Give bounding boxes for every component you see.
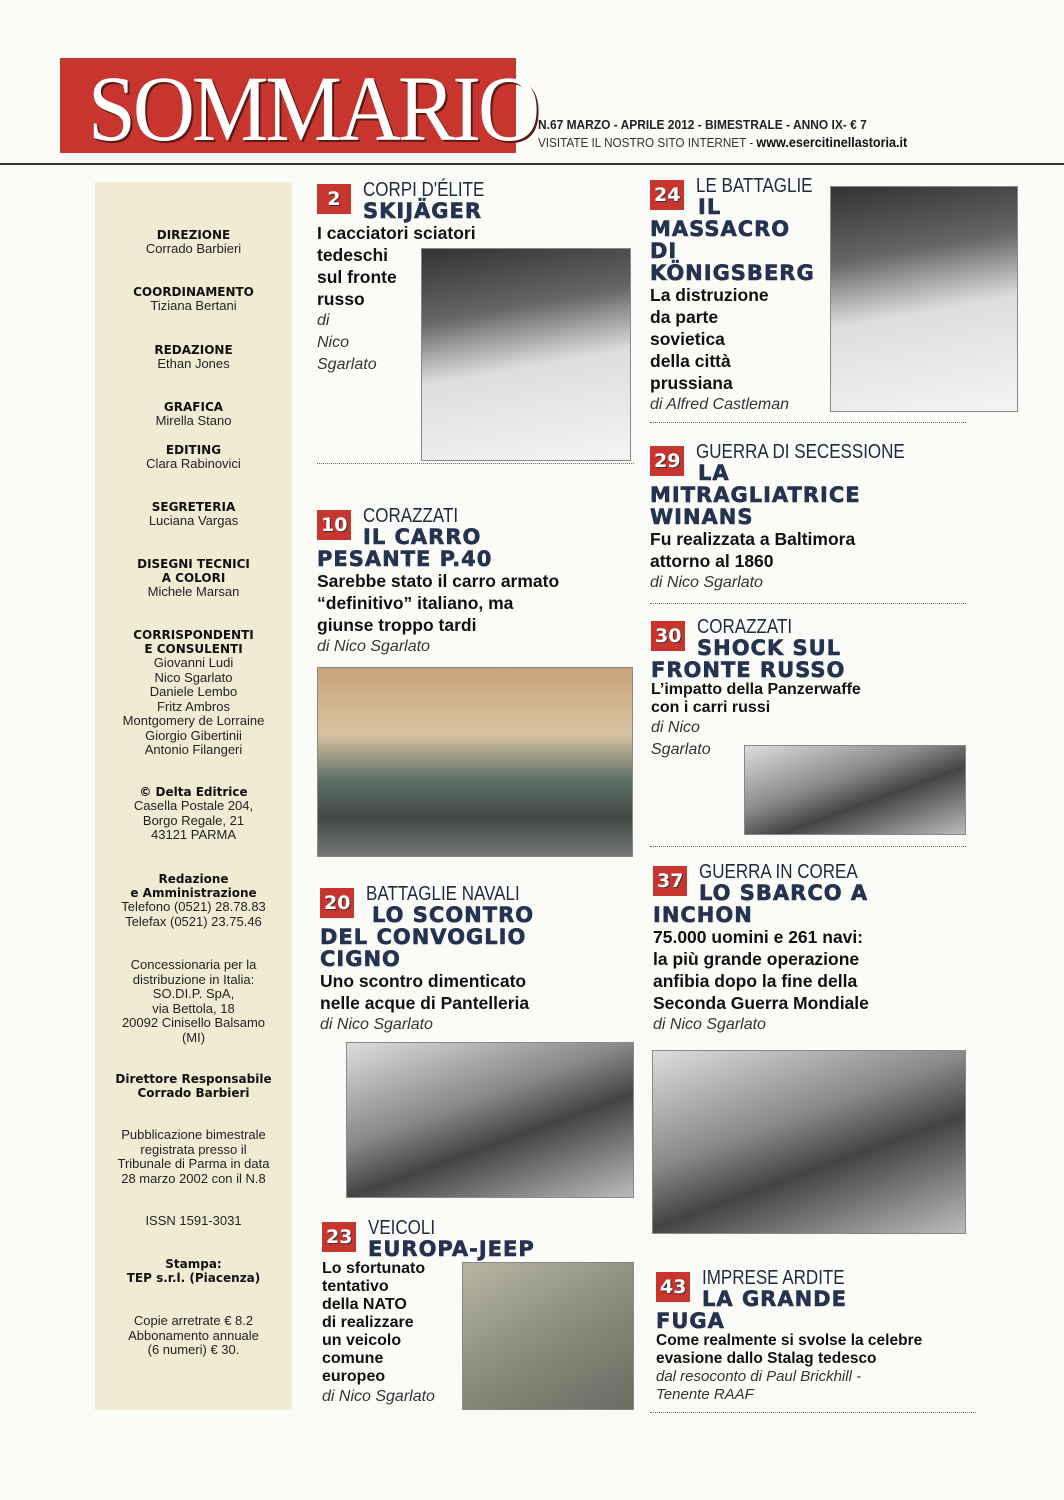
article-byline: di Nico Sgarlato <box>650 574 763 591</box>
header-rule <box>0 163 1064 165</box>
article-category: CORAZZATI <box>363 505 459 527</box>
article-title: LO SBARCO A INCHON <box>653 881 869 927</box>
article-title: SHOCK SUL FRONTE RUSSO <box>651 636 846 682</box>
article-grande-fuga[interactable] <box>656 1268 986 1404</box>
article-subtitle: Lo sfortunato tentativo della NATO di realizzare un veicolo comune europeo <box>322 1260 426 1385</box>
article-category: LE BATTAGLIE <box>696 175 813 197</box>
page-title: SOMMARIO <box>88 56 538 161</box>
staff-editing <box>95 443 292 472</box>
article-category: GUERRA DI SECESSIONE <box>696 441 905 463</box>
staff-segreteria <box>95 500 292 529</box>
page-number: 30 <box>651 621 685 651</box>
staff-names: Clara Rabinovici <box>146 456 241 471</box>
article-byline: di Nico Sgarlato <box>317 312 377 373</box>
page-number: 20 <box>320 888 354 918</box>
article-category: GUERRA IN COREA <box>699 861 858 883</box>
article-category: VEICOLI <box>368 1217 436 1239</box>
article-subtitle: I cacciatori sciatori tedeschi sul fronte russo <box>317 223 476 309</box>
page-number: 29 <box>650 446 684 476</box>
director-text: Direttore Responsabile Corrado Barbieri <box>115 1072 272 1100</box>
page-number: 10 <box>317 510 351 540</box>
staff-grafica <box>95 400 292 429</box>
staff-names: Mirella Stano <box>155 413 232 428</box>
issn: ISSN 1591-3031 <box>145 1213 242 1228</box>
website-line <box>538 134 907 150</box>
publisher-address: Casella Postale 204, Borgo Regale, 21 43121 PARMA <box>133 798 254 842</box>
page-number: 43 <box>656 1272 690 1302</box>
article-category: BATTAGLIE NAVALI <box>366 883 520 905</box>
article-winans[interactable] <box>650 442 970 594</box>
staff-direzione <box>95 228 292 257</box>
page-number: 37 <box>653 866 687 896</box>
issue-info: N.67 MARZO - APRILE 2012 - BIMESTRALE - ANNO IX- € 7 <box>538 117 867 132</box>
article-byline: di Nico Sgarlato <box>651 719 711 758</box>
article-byline: di Nico Sgarlato <box>317 638 430 655</box>
photo-konigsberg <box>830 186 1018 412</box>
staff-corrispondenti <box>95 628 292 758</box>
staff-role: GRAFICA <box>163 400 224 414</box>
article-title: IL MASSACRO DI KÖNIGSBERG <box>650 195 815 285</box>
article-title: LA GRANDE FUGA <box>656 1287 847 1333</box>
article-subtitle: La distruzione da parte sovietica della città prussiana <box>650 285 769 393</box>
website-prefix: VISITATE IL NOSTRO SITO INTERNET - <box>538 135 757 150</box>
article-title: EUROPA-JEEP <box>368 1237 535 1261</box>
article-byline: di Nico Sgarlato <box>653 1016 766 1033</box>
article-subtitle: Come realmente si svolse la celebre evasione dallo Stalag tedesco <box>656 1332 923 1367</box>
divider <box>650 1412 976 1413</box>
staff-names: Michele Marsan <box>147 584 240 599</box>
staff-names: Tiziana Bertani <box>150 298 237 313</box>
article-subtitle: Uno scontro dimenticato nelle acque di Pantelleria <box>320 971 530 1013</box>
staff-redazione <box>95 343 292 372</box>
staff-role: DISEGNI TECNICI A COLORI <box>137 557 250 585</box>
staff-names: Luciana Vargas <box>148 513 239 528</box>
photo-convoy-ship <box>346 1042 634 1198</box>
staff-names: Ethan Jones <box>157 356 230 371</box>
article-title: LA MITRAGLIATRICE WINANS <box>650 461 861 529</box>
website-link[interactable]: www.esercitinellastoria.it <box>756 134 908 150</box>
page-number: 23 <box>322 1222 356 1252</box>
article-konigsberg[interactable] <box>650 176 822 416</box>
staff-coordinamento <box>95 285 292 314</box>
article-subtitle: Sarebbe stato il carro armato “definitivo” italiano, ma giunse troppo tardi <box>317 571 560 635</box>
office-contacts: Telefono (0521) 28.78.83 Telefax (0521) 23.75.46 <box>121 899 266 929</box>
divider <box>650 422 966 423</box>
article-shock-fronte-russo[interactable] <box>651 617 971 761</box>
article-convoglio[interactable] <box>320 884 634 1036</box>
staff-names: Giovanni Ludi Nico Sgarlato Daniele Lembo Fritz Ambros Montgomery de Lorraine Giorgio Gibertinii Antonio Filangeri <box>122 655 265 757</box>
divider <box>317 463 634 464</box>
office-title: Redazione e Amministrazione <box>130 872 257 900</box>
article-title: LO SCONTRO DEL CONVOGLIO CIGNO <box>320 903 535 971</box>
article-subtitle: 75.000 uomini e 261 navi: la più grande operazione anfibia dopo la fine della Seconda Guerra Mondiale <box>653 927 869 1013</box>
distribution: Concessionaria per la distribuzione in Italia: SO.DI.P. SpA, via Bettola, 18 20092 Cinisello Balsamo (MI) <box>121 957 266 1045</box>
registration: Pubblicazione bimestrale registrata presso il Tribunale di Parma in data 28 marzo 2002 con il N.8 <box>117 1127 270 1186</box>
staff-role: REDAZIONE <box>154 343 233 357</box>
printer-text: Stampa: TEP s.r.l. (Piacenza) <box>126 1257 261 1285</box>
staff-role: DIREZIONE <box>156 228 231 242</box>
article-category: IMPRESE ARDITE <box>702 1267 845 1289</box>
article-subtitle: Fu realizzata a Baltimora attorno al 1860 <box>650 529 856 571</box>
masthead-sidebar <box>95 182 292 1410</box>
article-byline: di Nico Sgarlato <box>320 1016 433 1033</box>
article-europa-jeep[interactable] <box>322 1218 634 1408</box>
staff-role: SEGRETERIA <box>151 500 236 514</box>
article-title: SKIJÄGER <box>363 199 483 223</box>
printer <box>95 1257 292 1285</box>
article-subtitle: L’impatto della Panzerwaffe con i carri russi <box>651 681 861 716</box>
article-skijager[interactable] <box>317 180 617 376</box>
article-byline: di Nico Sgarlato <box>322 1388 435 1405</box>
page-number: 2 <box>317 184 351 214</box>
staff-names: Corrado Barbieri <box>145 241 242 256</box>
staff-role: CORRISPONDENTI E CONSULENTI <box>133 628 254 656</box>
article-category: CORAZZATI <box>697 616 793 638</box>
photo-p40-tank <box>317 667 633 857</box>
page-number: 24 <box>650 180 684 210</box>
staff-role: EDITING <box>165 443 222 457</box>
publisher-name: © Delta Editrice <box>139 785 248 799</box>
prices: Copie arretrate € 8.2 Abbonamento annuale (6 numeri) € 30. <box>128 1313 259 1357</box>
divider <box>650 846 966 847</box>
divider <box>650 603 966 604</box>
publisher <box>95 785 292 843</box>
article-inchon[interactable] <box>653 862 973 1036</box>
staff-disegni <box>95 557 292 600</box>
photo-inchon <box>652 1050 966 1234</box>
article-byline: di Alfred Castleman <box>650 396 790 413</box>
article-p40[interactable] <box>317 506 637 658</box>
sommario-banner <box>60 56 538 161</box>
director <box>95 1072 292 1100</box>
staff-role: COORDINAMENTO <box>133 285 254 299</box>
article-byline: dal resoconto di Paul Brickhill - Tenente RAAF <box>656 1368 862 1403</box>
office <box>95 872 292 929</box>
article-title: IL CARRO PESANTE P.40 <box>317 525 493 571</box>
article-category: CORPI D'ÉLITE <box>363 179 485 201</box>
